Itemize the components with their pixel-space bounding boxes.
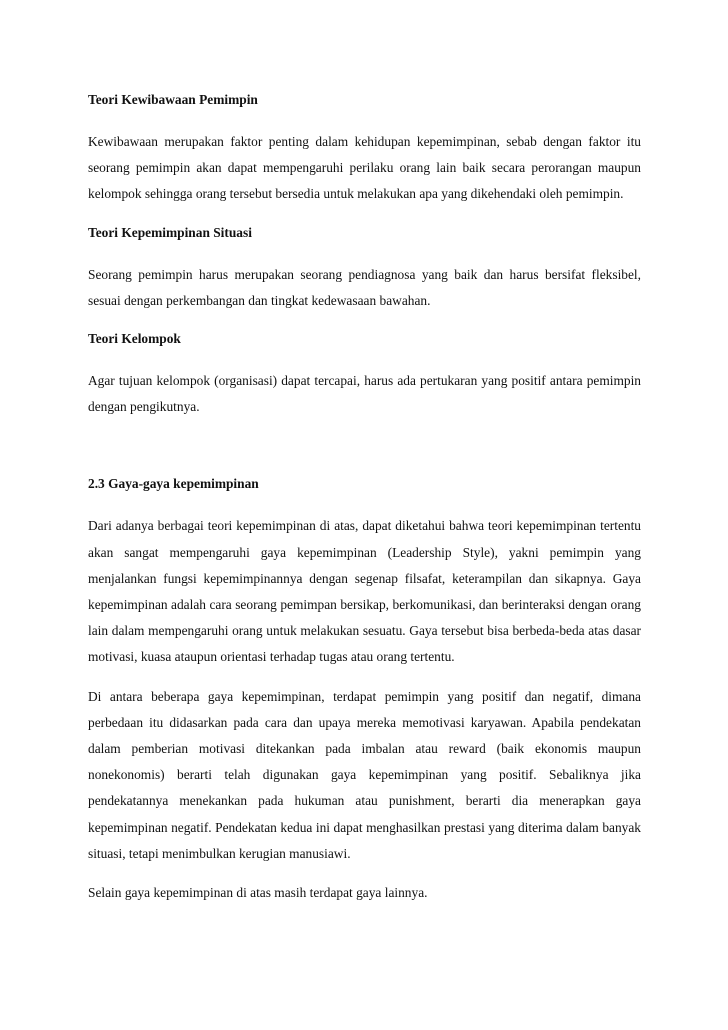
paragraph-gaya-1: Dari adanya berbagai teori kepemimpinan di atas, dapat diketahui bahwa teori kepemimpinan tertentu akan sangat mempengaruhi gaya kepemimpinan (Leadership Style), yakni pemimpin yang menjalankan fungsi kepemimpinannya dengan segenap filsafat, keterampilan dan sikapnya. Gaya kepemimpinan adalah cara seorang pemimpan bersikap, berkomunikasi, dan berinteraksi dengan orang lain dalam mempengaruhi orang untuk melakukan sesuatu. Gaya tersebut bisa berbeda-beda atas dasar motivasi, kuasa ataupun orientasi terhadap tugas atau orang tertentu. — [88, 518, 641, 665]
paragraph-teori-situasi: Seorang pemimpin harus merupakan seorang pendiagnosa yang baik dan harus bersifat fleksibel, sesuai dengan perkembangan dan tingkat kedewasaan bawahan. — [88, 266, 641, 308]
heading-gaya-kepemimpinan: 2.3 Gaya-gaya kepemimpinan — [88, 476, 259, 492]
paragraph-gaya-3: Selain gaya kepemimpinan di atas masih terdapat gaya lainnya. — [88, 885, 428, 901]
heading-teori-kelompok: Teori Kelompok — [88, 331, 181, 347]
heading-teori-kewibawaan: Teori Kewibawaan Pemimpin — [88, 92, 258, 107]
heading-teori-situasi: Teori Kepemimpinan Situasi — [88, 224, 252, 240]
document-page — [88, 88, 641, 906]
paragraph-teori-kewibawaan: Kewibawaan merupakan faktor penting dalam kehidupan kepemimpinan, sebab dengan faktor itu seorang pemimpin akan dapat mempengaruhi perilaku orang lain baik secara perorangan maupun kelompok sehingga orang tersebut bersedia untuk melakukan apa yang dikehendaki oleh pemimpin. — [88, 134, 641, 202]
paragraph-teori-kelompok: Agar tujuan kelompok (organisasi) dapat tercapai, harus ada pertukaran yang positif antara pemimpin dengan pengikutnya. — [88, 373, 641, 415]
paragraph-gaya-2: Di antara beberapa gaya kepemimpinan, terdapat pemimpin yang positif dan negatif, dimana perbedaan itu didasarkan pada cara dan upaya mereka memotivasi karyawan. Apabila pendekatan dalam pemberian motivasi ditekankan pada imbalan atau reward (baik ekonomis maupun nonekonomis) berarti telah digunakan gaya kepemimpinan yang positif. Sebaliknya jika pendekatannya menekankan pada hukuman atau punishment, berarti dia menerapkan gaya kepemimpinan negatif. Pendekatan kedua ini dapat menghasilkan prestasi yang diterima dalam banyak situasi, tetapi menimbulkan kerugian manusiawi. — [88, 688, 641, 861]
